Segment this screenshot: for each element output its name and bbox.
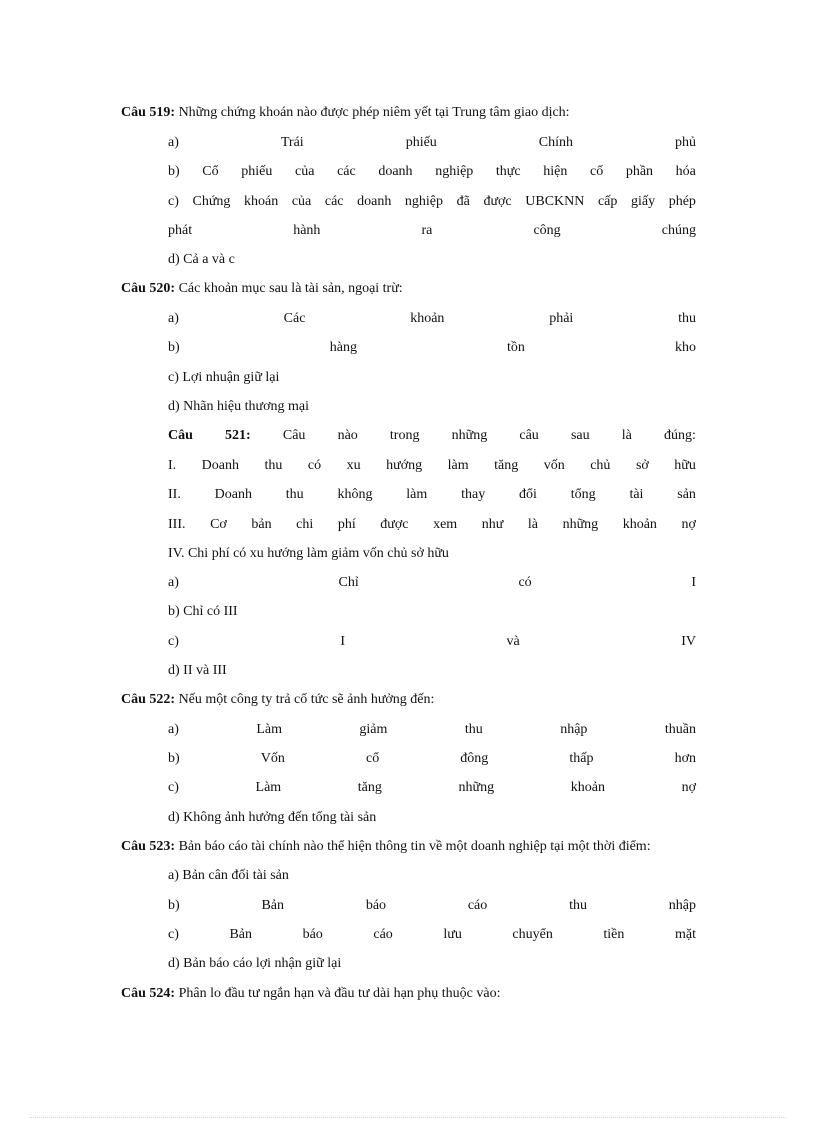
word: a) [168,135,179,150]
word: Trái [280,135,304,150]
question-number: Câu 519: [121,105,176,120]
question-number: Câu 520: [121,281,176,296]
word: đông [460,751,489,766]
word: phải [549,311,574,326]
word: tiền [603,927,625,942]
word: Cổ [202,164,219,179]
word: nhập [668,898,696,913]
question-522 [121,690,696,710]
word: b) [168,751,180,766]
question-text: Những chứng khoán nào được phép niêm yết tại Trung tâm giao dịch: [175,105,570,120]
option-d: d) II và III [168,663,227,678]
word: những [562,517,599,532]
option-d: d) Nhãn hiệu thương mại [168,399,309,414]
question-521 [168,426,696,446]
word: nợ [681,517,696,532]
question-519 [121,103,696,123]
word: cấp [597,194,618,209]
word: của [291,194,312,209]
word: giấy [631,194,656,209]
option-b [168,162,696,182]
word: trong [389,428,420,443]
word: câu [519,428,539,443]
word: làm [447,458,469,473]
word: III. [168,517,186,532]
question-number: Câu 522: [121,692,176,707]
word: 521: [225,428,251,443]
word: c) [168,194,179,209]
word: hàng [329,340,357,355]
option-b [168,749,696,769]
question-523 [121,837,696,857]
statement-2 [168,485,696,505]
word: phát [168,223,193,238]
word: tài [629,487,644,502]
word: làm [406,487,428,502]
word: hóa [675,164,696,179]
word: cổ [365,751,380,766]
word: giảm [359,722,388,737]
word: cáo [373,927,393,942]
word: khoản [570,780,605,795]
word: khoản [622,517,657,532]
word: Bản [261,898,285,913]
option-c [168,925,696,945]
word: doanh [357,194,392,209]
word: Bản [229,927,253,942]
word: các [324,194,344,209]
word: khoản [410,311,445,326]
word: vốn [543,458,565,473]
word: I [340,634,346,649]
option-c [168,192,696,212]
word: I. [168,458,177,473]
word: chúng [661,223,696,238]
word: IV [681,634,696,649]
word: c) [168,780,179,795]
word: đổi [519,487,537,502]
statement-3 [168,515,696,535]
word: nghiệp [435,164,474,179]
word: và [506,634,520,649]
word: tồn [507,340,525,355]
word: Câu [168,428,193,443]
word: được [380,517,409,532]
word: c) [168,927,179,942]
word: thu [264,458,283,473]
word: chi [296,517,314,532]
question-text: Phân lo đầu tư ngắn hạn và đầu tư dài hạn phụ thuộc vào: [175,986,501,1001]
option-c-continued [168,221,696,241]
word: có [518,575,532,590]
word: thu [678,311,696,326]
word: Làm [256,722,282,737]
word: cáo [467,898,488,913]
word: của [295,164,315,179]
word: kho [674,340,696,355]
word: nhập [560,722,588,737]
word: Chứng [192,194,231,209]
question-number: Câu 523: [121,839,176,854]
word: hữu [674,458,696,473]
question-text: Nếu một công ty trả cổ tức sẽ ảnh hưởng đến: [175,692,435,707]
word: những [451,428,488,443]
word: phủ [675,135,696,150]
word: Làm [255,780,282,795]
word: phần [625,164,654,179]
option-c [168,778,696,798]
word: báo [302,927,323,942]
word: Câu [282,428,306,443]
word: đúng: [664,428,696,443]
option-a [168,309,696,329]
option-d: d) Bản báo cáo lợi nhận giữ lại [168,956,342,971]
option-c [168,632,696,652]
word: các [337,164,356,179]
word: hướng [386,458,423,473]
word: nào [337,428,358,443]
word: mặt [674,927,696,942]
word: tổng [570,487,596,502]
word: thấp [569,751,594,766]
word: sản [677,487,696,502]
word: phiếu [405,135,437,150]
page-bottom-divider [30,1117,786,1118]
word: khoán [244,194,279,209]
statement-1 [168,456,696,476]
question-text: Bản báo cáo tài chính nào thể hiện thông tin về một doanh nghiệp tại một thời điểm: [175,839,651,854]
option-c: c) Lợi nhuận giữ lại [168,370,280,385]
word: thuần [664,722,696,737]
option-b [168,338,696,358]
word: Các [283,311,306,326]
word: báo [365,898,387,913]
option-d: d) Cả a và c [168,252,235,267]
word: chủ [590,458,611,473]
word: a) [168,575,179,590]
word: tăng [357,780,382,795]
word: ra [421,223,433,238]
word: phiếu [241,164,273,179]
word: thay [461,487,486,502]
option-b: b) Chỉ có III [168,604,238,619]
word: Doanh [214,487,252,502]
word: thực [495,164,521,179]
word: đã [456,194,470,209]
option-a [168,720,696,740]
word: Chính [538,135,574,150]
word: doanh [378,164,413,179]
word: là [527,517,538,532]
question-524 [121,984,696,1004]
word: chuyển [512,927,553,942]
word: Chỉ [338,575,359,590]
question-number: Câu 524: [121,986,176,1001]
word: b) [168,340,180,355]
option-a: a) Bản cân đối tài sản [168,868,289,883]
word: công [533,223,561,238]
option-b [168,896,696,916]
word: có [307,458,322,473]
word: b) [168,898,180,913]
word: là [621,428,632,443]
word: phép [668,194,696,209]
option-a [168,573,696,593]
word: những [458,780,495,795]
word: UBCKNN [525,194,585,209]
word: a) [168,311,179,326]
word: được [483,194,512,209]
word: hành [293,223,321,238]
word: lưu [443,927,462,942]
word: bản [251,517,272,532]
word: phí [337,517,356,532]
word: không [337,487,373,502]
word: b) [168,164,180,179]
option-d: d) Không ảnh hưởng đến tổng tài sản [168,810,377,825]
word: thu [285,487,304,502]
question-520 [121,279,696,299]
word: thu [569,898,587,913]
word: như [481,517,504,532]
word: Cơ [210,517,227,532]
word: Vốn [260,751,285,766]
statement-4: IV. Chi phí có xu hướng làm giảm vốn chủ sở hữu [168,546,449,561]
word: cổ [589,164,604,179]
option-a [168,133,696,153]
word: a) [168,722,179,737]
word: Doanh [201,458,239,473]
word: nợ [681,780,696,795]
word: hơn [674,751,696,766]
word: hiện [543,164,568,179]
word: nghiệp [404,194,444,209]
question-text: Các khoản mục sau là tài sản, ngoại trừ: [175,281,403,296]
word: xu [346,458,361,473]
word: II. [168,487,181,502]
word: tăng [494,458,519,473]
word: sở [635,458,649,473]
word: xem [433,517,458,532]
word: c) [168,634,179,649]
word: sau [570,428,590,443]
word: I [691,575,696,590]
word: thu [464,722,483,737]
